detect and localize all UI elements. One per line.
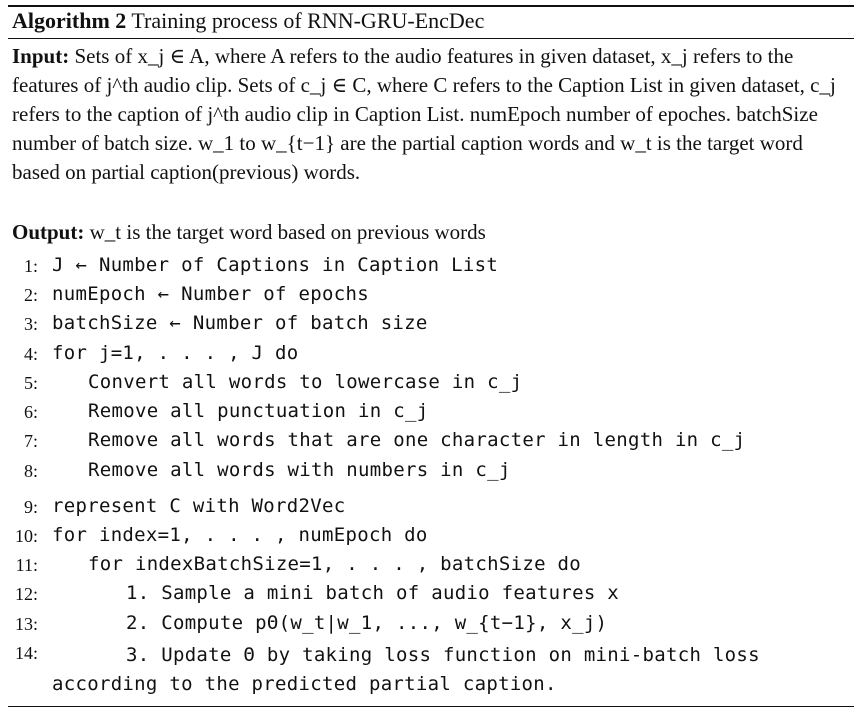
step-number: 2: (23, 285, 38, 305)
output-text: w_t is the target word based on previous words (89, 220, 486, 244)
step-text: represent C with Word2Vec (52, 495, 346, 517)
step-text: numEpoch ← Number of epochs (52, 283, 369, 305)
step-number: 6: (23, 402, 38, 422)
step-text: batchSize ← Number of batch size (52, 312, 428, 334)
output-label: Output (12, 220, 78, 244)
step-text: for indexBatchSize=1, . . . , batchSize do (88, 553, 582, 575)
step-text: 1. Sample a mini batch of audio features x (126, 582, 620, 604)
step-number: 8: (23, 461, 38, 481)
step-text: Convert all words to lowercase in c_j (88, 371, 523, 393)
algorithm-title: Training process of RNN-GRU-EncDec (131, 8, 485, 33)
step-number: 13: (14, 614, 38, 634)
step-number: 1: (23, 256, 38, 276)
step-number: 4: (23, 344, 38, 364)
title-rule (8, 38, 854, 39)
step-number: 12: (14, 584, 38, 604)
bottom-rule (8, 706, 854, 707)
step-number: 5: (23, 373, 38, 393)
step-number: 11: (15, 555, 38, 575)
input-section: Input: Sets of x_j ∈ A, where A refers to the audio features in given dataset, x_j refers to the features of j^th audio clip. Sets of c_j ∈ C, where C refers to the Caption List in given dataset, c_j refers to the caption of j^th audio clip in Caption List. numEpoch number of epoches. batchSize number of batch size. w_1 to w_{t−1} are the partial caption words and w_t is the target word based on partial caption(previous) words. (12, 44, 836, 184)
step-text: J ← Number of Captions in Caption List (52, 254, 499, 276)
step-text: Remove all punctuation in c_j (88, 400, 429, 422)
step-number: 7: (23, 431, 38, 451)
step-number: 9: (23, 497, 38, 517)
step-text: 3. Update Θ by taking loss function on mini-batch loss according to the predicted partial caption. (52, 644, 760, 695)
input-label: Input (12, 44, 63, 68)
step-number: 14: (14, 643, 38, 663)
algorithm-label: Algorithm 2 (12, 8, 127, 33)
top-rule (8, 5, 854, 7)
step-text: Remove all words with numbers in c_j (88, 459, 511, 481)
step-number: 10: (14, 526, 38, 546)
step-number: 3: (23, 314, 38, 334)
step-text: 2. Compute pΘ(w_t|w_1, ..., w_{t−1}, x_j) (126, 612, 608, 634)
step-text: for index=1, . . . , numEpoch do (52, 524, 428, 546)
step-text: for j=1, . . . , J do (52, 342, 299, 364)
step-text: Remove all words that are one character in length in c_j (88, 429, 746, 451)
input-text: Sets of x_j ∈ A, where A refers to the audio features in given dataset, x_j refers to the features of j^th audio clip. Sets of c_j ∈ C, where C refers to the Caption List in given dataset, c_j refers to the caption of j^th audio clip in Caption List. numEpoch number of epoches. batchSize number of batch size. w_1 to w_{t−1} are the partial caption words and w_t is the target word based on partial caption(previous) words. (12, 44, 836, 184)
output-section: Output: w_t is the target word based on previous words (12, 220, 486, 244)
algorithm-caption (12, 8, 484, 34)
